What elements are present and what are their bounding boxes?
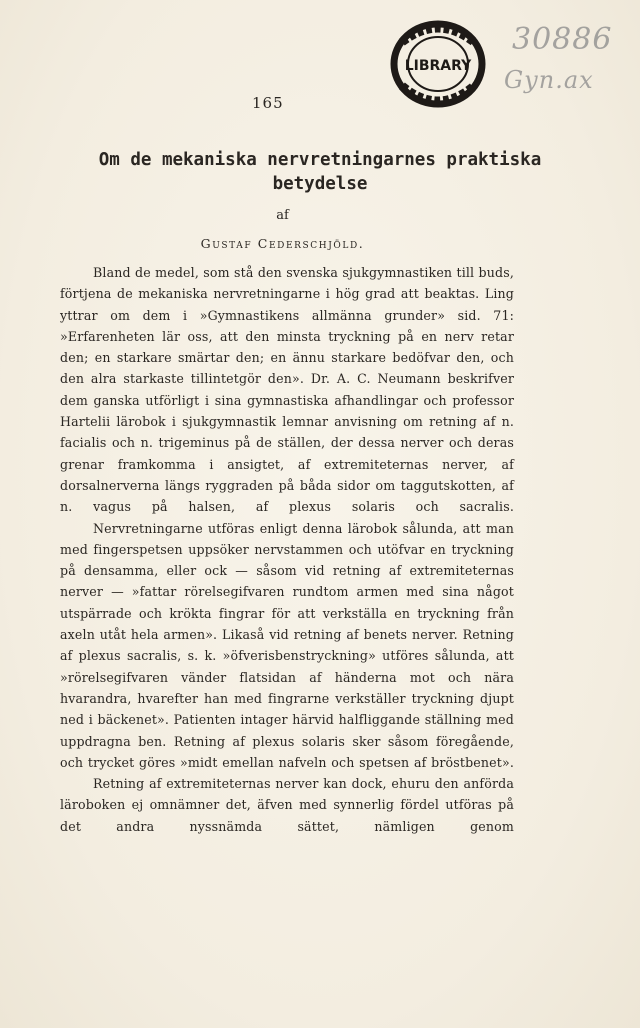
pencil-annotation: Gyn.ax (504, 66, 594, 94)
paragraph: Retning af extremiteternas nerver kan dock, ehuru den anförda läroboken ej omnämner det, äfven med synnerlig fördel utföras på det andra nyssnämda sättet, nämligen genom (60, 776, 514, 834)
library-stamp-icon (388, 18, 488, 110)
page-number: 165 (252, 94, 284, 112)
pencil-accession-number: 30886 (512, 22, 613, 57)
article-title: Om de mekaniska nervretningarnes praktiska betydelse (98, 150, 542, 194)
byline-af: af (276, 208, 289, 223)
paragraph: Bland de medel, som stå den svenska sjukgymnastiken till buds, förtjena de mekaniska nervretningarne i hög grad att beaktas. Ling yttrar om dem i »Gymnastikens allmänna grunder» sid. 71: »Erfarenheten lär oss, att den minsta tryckning på en nerv retar den; en starkare smärtar den; en ännu starkare bedöfvar den, och den alra starkaste tillintetgör den». Dr. A. C. Neumann beskrifver dem ganska utförligt i sina gymnastiska afhandlingar och professor Hartelii lärobok i sjukgymnastik lemnar anvisning om retning af n. facialis och n. trigeminus på de ställen, der dessa nerver och deras grenar framkomma i ansigtet, af extremiteternas nerver, af dorsalnerverna längs ryggraden på båda sidor om taggutskotten, af n. vagus på halsen, af plexus solaris och sacralis. (60, 265, 514, 515)
article-body (60, 262, 514, 837)
paragraph: Nervretningarne utföras enligt denna lärobok sålunda, att man med fingerspetsen uppsöker nervstammen och utöfvar en tryckning på densamma, eller ock — såsom vid retning af extremiteternas nerver — »fattar rörelsegifvaren rundtom armen med sina något utspärrade och krökta fingrar för att verkställa en tryckning från axeln utåt hela armen». Likaså vid retning af benets nerver. Retning af plexus sacralis, s. k. »öfverisbenstryckning» utföres sålunda, att »rörelsegifvaren vänder flatsidan af händerna mot och nära hvarandra, hvarefter han med fingrarne verkställer tryckning djupt ned i bäckenet». Patienten intager härvid halfliggande ställning med uppdragna ben. Retning af plexus solaris sker såsom föregående, och trycket göres »midt emellan nafveln och spetsen af bröstbenet». (60, 520, 514, 770)
author-name: Gustaf Cederschjöld. (200, 236, 365, 251)
svg-text:LIBRARY: LIBRARY (404, 58, 472, 74)
